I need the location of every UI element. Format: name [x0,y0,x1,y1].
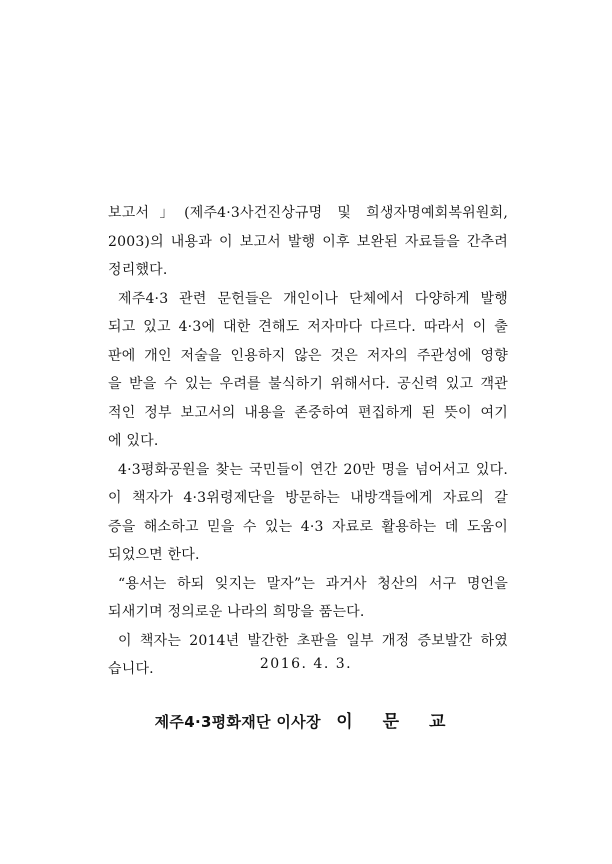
text-line: 판에 개인 저술을 인용하지 않은 것은 저자의 주관성에 영향 [108,347,508,364]
signer-name: 이 문 교 [336,712,458,732]
text-line: 을 받을 수 있는 우려를 불식하기 위해서다. 공신력 있고 객관 [108,376,508,392]
text-line: 2003)의 내용과 이 보고서 발행 이후 보완된 자료들을 간추려 [108,233,508,250]
signer-title: 제주4·3평화재단 이사장 [154,713,321,731]
text-line: 에 있다. [108,433,159,449]
paragraph-2 [108,285,508,456]
text-line: 이 책자는 2014년 발간한 초판을 일부 개정 증보발간 하였 [118,632,508,649]
text-line: 보고서」(제주4·3사건진상규명 및 희생자명예회복위원회, [108,205,508,221]
paragraph-5 [108,627,508,684]
text-line: 되고 있고 4·3에 대한 견해도 저자마다 다르다. 따라서 이 출 [108,319,508,335]
text-line: 이 책자가 4·3위령제단을 방문하는 내방객들에게 자료의 갈 [108,490,508,506]
signature-block [0,707,612,732]
text-line: “용서는 하되 잊지는 말자”는 과거사 청산의 서구 명언을 [118,575,508,592]
paragraph-3 [108,456,508,570]
paragraph-4 [108,570,508,627]
text-line: 정리했다. [108,262,168,278]
text-line: 되었으면 한다. [108,547,200,563]
text-line: 4·3평화공원을 찾는 국민들이 연간 20만 명을 넘어서고 있다. [118,461,508,478]
body-text [108,199,508,684]
text-line: 제주4·3 관련 문헌들은 개인이나 단체에서 다양하게 발행 [118,290,508,307]
text-line: 증을 해소하고 믿을 수 있는 4·3 자료로 활용하는 데 도움이 [108,518,508,535]
text-line: 되새기며 정의로운 나라의 희망을 품는다. [108,604,365,620]
document-date: 2016. 4. 3. [259,656,353,672]
text-line: 적인 정부 보고서의 내용을 존중하여 편집하게 된 뜻이 여기 [108,404,508,421]
text-line: 습니다. [108,661,154,677]
paragraph-1 [108,199,508,285]
